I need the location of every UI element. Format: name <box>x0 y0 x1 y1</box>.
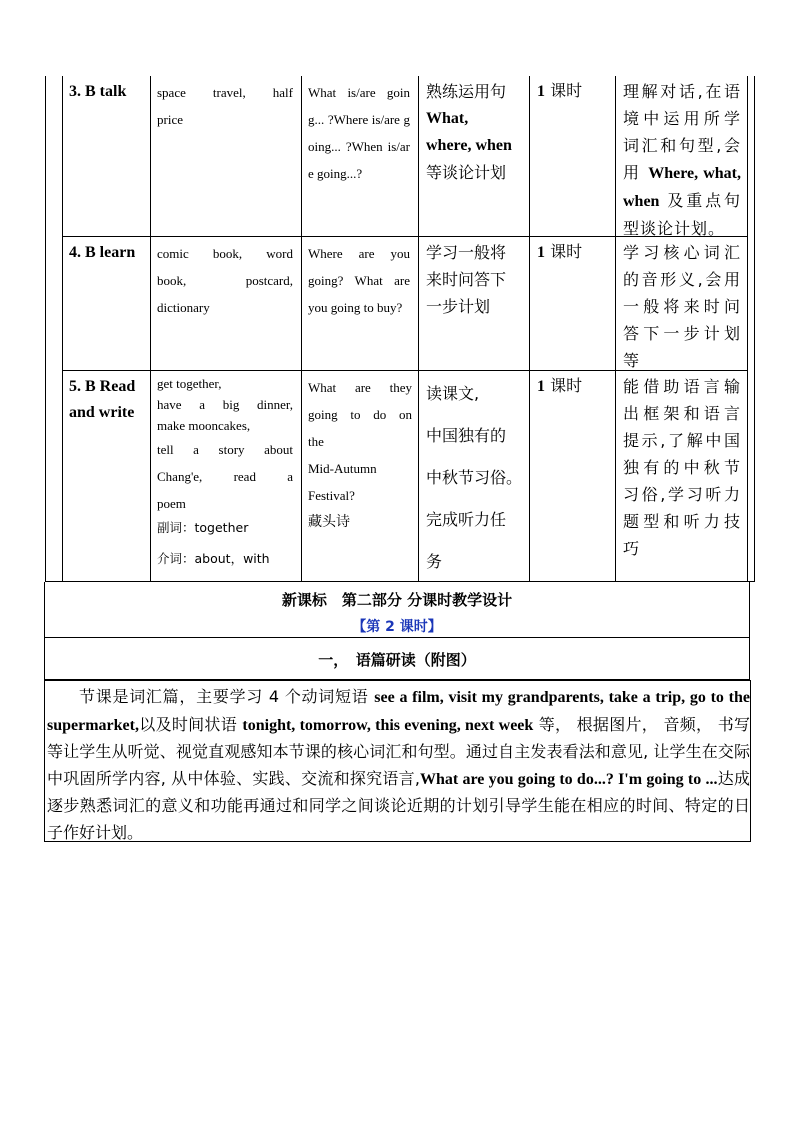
table-row <box>62 371 748 582</box>
pattern-line: Festival? <box>308 488 355 503</box>
vocab-line: price <box>157 112 183 127</box>
vocab-line: 介词：about，with <box>157 551 270 566</box>
hours-unit: 课时 <box>550 242 583 261</box>
hours-cell <box>530 371 616 582</box>
goal-line: 熟练运用句 <box>426 82 507 101</box>
hours-number: 1 <box>537 378 545 395</box>
vocab-line: comic book, word <box>157 246 293 261</box>
outcome-cell: 学习核心词汇的音形义,会用一般将来时问答下一步计划等 <box>616 237 748 371</box>
unit-line: 5. B Read <box>69 378 136 395</box>
goal-line: 完成听力任 <box>426 510 507 529</box>
paragraph-question: What are you going to do...? I'm going to ... <box>419 770 718 788</box>
outcome-cell <box>616 76 748 237</box>
pattern-line: the <box>308 434 324 449</box>
hours-cell <box>530 237 616 371</box>
goal-line: 等谈论计划 <box>426 163 507 182</box>
pattern-line: What are they <box>308 380 412 395</box>
goal-line: where, when <box>426 137 512 154</box>
goal-line: 来时问答下 <box>426 270 507 289</box>
goal-cell <box>419 237 530 371</box>
paragraph-text: 以及时间状语 <box>138 714 243 734</box>
table-row <box>62 76 748 237</box>
outcome-text: 理解对话,在语境中运用所学词汇和句型,会用 <box>623 82 741 182</box>
hours-unit: 课时 <box>550 376 583 395</box>
unit-cell: 4. B learn <box>62 237 151 371</box>
unit-cell: 3. B talk <box>62 76 151 237</box>
goal-cell <box>419 371 530 582</box>
goal-line: 学习一般将 <box>426 243 507 262</box>
vocab-line: book, postcard, <box>157 273 293 288</box>
paragraph-text: 等， 根据图片， 音频， 书写等让学生从听觉、视觉直观感知本节课的核心词汇和句型。通过自主发表看法和意见, 让学生在交际中巩固所学内容, 从中体验、实践、交流和探究语言, <box>47 714 750 788</box>
text-study-box <box>44 680 751 842</box>
table-right-margin <box>748 76 755 582</box>
pattern-line: 藏头诗 <box>308 514 350 530</box>
vocab-line: tell a story about <box>157 442 293 457</box>
goal-line: 中秋节习俗。 <box>426 468 523 487</box>
vocab-line: get together, <box>157 376 222 391</box>
outcome-text: 及重点句型谈论计划。 <box>623 191 741 238</box>
hours-unit: 课时 <box>550 81 583 100</box>
pattern-cell: Where are you going? What are you going to buy? <box>302 237 419 371</box>
paragraph-adverbials: tonight, tomorrow, this evening, next week <box>242 716 534 734</box>
paragraph-text: 节课是词汇篇，主要学习 4 个动词短语 <box>79 687 375 706</box>
lesson-number: 【第 2 课时】 <box>352 619 442 635</box>
section-title: 新课标 第二部分 分课时教学设计 <box>281 591 513 609</box>
section-header <box>44 582 750 638</box>
table-row <box>62 237 748 371</box>
vocab-cell <box>151 371 302 582</box>
paragraph-text: 达成逐步熟悉词汇的意义和功能再通过和同学之间谈论近期的计划引导学生能在相应的时间、特定的日子作好计划。 <box>47 768 750 842</box>
table-left-margin <box>45 76 63 582</box>
unit-cell <box>62 371 151 582</box>
vocab-line: Chang'e, read a <box>157 469 293 484</box>
unit-line: and write <box>69 404 135 421</box>
outcome-keywords: Where, what, when <box>623 165 741 210</box>
study-header <box>44 638 750 680</box>
text-study-paragraph <box>47 684 750 846</box>
lesson-table <box>45 76 754 582</box>
goal-line: What, <box>426 110 469 127</box>
goal-line: 务 <box>426 552 443 571</box>
vocab-line: space travel, half <box>157 85 293 100</box>
outcome-cell: 能借助语言输出框架和语言提示,了解中国独有的中秋节习俗,学习听力题型和听力技巧 <box>616 371 748 582</box>
vocab-line: 副词：together <box>157 520 249 535</box>
study-heading: 一， 语篇研读（附图） <box>318 651 476 669</box>
pattern-line: Mid-Autumn <box>308 461 377 476</box>
vocab-line: dictionary <box>157 300 210 315</box>
pattern-line: going to do on <box>308 407 412 422</box>
goal-cell <box>419 76 530 237</box>
paragraph-phrases: see a film, visit my grandparents, take a trip, go to the supermarket, <box>47 689 750 734</box>
goal-line: 中国独有的 <box>426 426 507 445</box>
vocab-line: make mooncakes, <box>157 418 251 433</box>
vocab-cell <box>151 237 302 371</box>
vocab-line: have a big dinner, <box>157 397 293 412</box>
hours-number: 1 <box>537 244 545 261</box>
pattern-cell <box>302 371 419 582</box>
goal-line: 读课文, <box>426 384 480 403</box>
pattern-cell: What is/are going... ?Where is/are going... ?When is/are going...? <box>302 76 419 237</box>
hours-number: 1 <box>537 83 545 100</box>
goal-line: 一步计划 <box>426 297 491 316</box>
vocab-line: poem <box>157 496 186 511</box>
vocab-cell <box>151 76 302 237</box>
hours-cell <box>530 76 616 237</box>
